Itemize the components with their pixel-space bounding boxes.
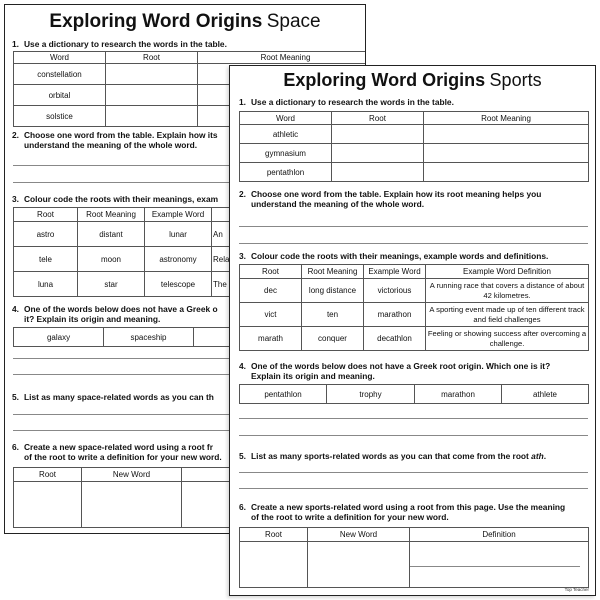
table-cell[interactable] bbox=[308, 542, 410, 588]
table-cell[interactable]: dec bbox=[240, 279, 302, 303]
table-header: Root Meaning bbox=[302, 265, 364, 279]
word-choice[interactable]: pentathlon bbox=[240, 385, 327, 404]
table-header: Root bbox=[240, 265, 302, 279]
table-cell[interactable]: telescope bbox=[145, 272, 212, 297]
table-header: Example Word Definition bbox=[426, 265, 589, 279]
table-cell[interactable] bbox=[106, 106, 198, 127]
writing-line[interactable] bbox=[13, 165, 235, 166]
writing-line[interactable] bbox=[239, 472, 588, 473]
table-header: Root Meaning bbox=[78, 208, 145, 222]
table-header: New Word bbox=[82, 468, 182, 482]
table-header: Example Word bbox=[145, 208, 212, 222]
question-6: 6. Create a new sports-related word using a root from this page. Use the meaning of the root to write a definition for your new word. bbox=[239, 502, 566, 522]
table-cell[interactable] bbox=[332, 144, 424, 163]
table-cell[interactable] bbox=[106, 85, 198, 106]
table-cell[interactable]: marath bbox=[240, 327, 302, 351]
table-cell[interactable]: moon bbox=[78, 247, 145, 272]
writing-line[interactable] bbox=[13, 374, 235, 375]
research-table bbox=[239, 111, 589, 182]
writing-line[interactable] bbox=[410, 566, 580, 567]
question-4: 4. One of the words below does not have a Greek root origin. Which one is it? Explain its origin and meaning. bbox=[239, 361, 551, 381]
word-choice[interactable]: athlete bbox=[502, 385, 589, 404]
writing-line[interactable] bbox=[239, 243, 588, 244]
question-1: 1. Use a dictionary to research the words in the table. bbox=[239, 97, 454, 107]
worksheet-title: Exploring Word Origins Space bbox=[49, 11, 321, 32]
table-cell[interactable]: marathon bbox=[364, 303, 426, 327]
table-cell[interactable]: A running race that covers a distance of about 42 kilometres. bbox=[426, 279, 589, 303]
table-cell[interactable]: Feeling or showing success after overcoming a challenge. bbox=[426, 327, 589, 351]
question-2: 2. Choose one word from the table. Explain how its root meaning helps you understand the meaning of the whole word. bbox=[239, 189, 542, 209]
table-header: Example Word bbox=[364, 265, 426, 279]
question-5: 5. List as many sports-related words as you can that come from the root ath. bbox=[239, 451, 547, 461]
table-cell[interactable] bbox=[424, 163, 589, 182]
table-cell[interactable]: A sporting event made up of ten different track and field challenges bbox=[426, 303, 589, 327]
word-choice[interactable]: trophy bbox=[327, 385, 415, 404]
table-cell[interactable]: conquer bbox=[302, 327, 364, 351]
table-cell[interactable]: lunar bbox=[145, 222, 212, 247]
table-header: Word bbox=[14, 52, 106, 64]
question-3: 3. Colour code the roots with their meanings, example words and definitions. bbox=[239, 251, 549, 261]
table-cell[interactable] bbox=[14, 482, 82, 528]
table-header: Root bbox=[106, 52, 198, 64]
table-cell[interactable]: victorious bbox=[364, 279, 426, 303]
question-4: 4. One of the words below does not have a Greek o it? Explain its origin and meaning. bbox=[12, 304, 218, 324]
table-cell[interactable]: astronomy bbox=[145, 247, 212, 272]
writing-line[interactable] bbox=[13, 414, 235, 415]
writing-line[interactable] bbox=[239, 226, 588, 227]
table-cell[interactable] bbox=[240, 542, 308, 588]
table-cell[interactable]: tele bbox=[14, 247, 78, 272]
table-cell: athletic bbox=[240, 125, 332, 144]
table-cell[interactable]: vict bbox=[240, 303, 302, 327]
table-cell[interactable]: An bbox=[212, 222, 294, 247]
table-header: New Word bbox=[308, 528, 410, 542]
table-cell[interactable]: ten bbox=[302, 303, 364, 327]
table-cell[interactable] bbox=[106, 64, 198, 85]
word-choices bbox=[239, 384, 589, 404]
writing-line[interactable] bbox=[239, 488, 588, 489]
writing-line[interactable] bbox=[239, 418, 588, 419]
word-choice[interactable]: marathon bbox=[415, 385, 502, 404]
table-cell: solstice bbox=[14, 106, 106, 127]
table-cell: gymnasium bbox=[240, 144, 332, 163]
publisher-logo: Top Teacher bbox=[564, 587, 589, 592]
table-cell[interactable] bbox=[332, 125, 424, 144]
table-header: Root bbox=[14, 468, 82, 482]
writing-line[interactable] bbox=[13, 182, 235, 183]
table-cell[interactable]: long distance bbox=[302, 279, 364, 303]
question-6: 6. Create a new space-related word using a root fr of the root to write a definition for your new word. bbox=[12, 442, 222, 462]
table-cell[interactable] bbox=[410, 542, 589, 588]
table-cell: orbital bbox=[14, 85, 106, 106]
table-header: Root bbox=[14, 208, 78, 222]
writing-line[interactable] bbox=[13, 358, 235, 359]
table-cell[interactable] bbox=[424, 125, 589, 144]
table-cell[interactable]: astro bbox=[14, 222, 78, 247]
table-cell[interactable] bbox=[332, 163, 424, 182]
table-header: Root Meaning bbox=[424, 112, 589, 125]
question-5: 5. List as many space-related words as you can th bbox=[12, 392, 214, 402]
table-header: Root Meaning bbox=[198, 52, 367, 64]
table-cell[interactable]: luna bbox=[14, 272, 78, 297]
roots-table bbox=[239, 264, 589, 351]
writing-line[interactable] bbox=[13, 430, 235, 431]
table-header: Definition bbox=[410, 528, 589, 542]
word-choice[interactable]: spaceship bbox=[104, 328, 194, 347]
worksheet-title: Exploring Word Origins Sports bbox=[283, 70, 542, 90]
worksheet-sports bbox=[229, 65, 596, 596]
question-1: 1. Use a dictionary to research the words in the table. bbox=[12, 39, 227, 49]
table-cell[interactable] bbox=[424, 144, 589, 163]
table-cell[interactable]: distant bbox=[78, 222, 145, 247]
question-3: 3. Colour code the roots with their meanings, exam bbox=[12, 194, 219, 204]
question-2: 2. Choose one word from the table. Explain how its understand the meaning of the whole word. bbox=[12, 130, 218, 150]
writing-line[interactable] bbox=[239, 435, 588, 436]
table-cell: constellation bbox=[14, 64, 106, 85]
table-cell[interactable]: star bbox=[78, 272, 145, 297]
table-header: Root bbox=[332, 112, 424, 125]
word-choice[interactable]: galaxy bbox=[14, 328, 104, 347]
table-cell[interactable]: Rela bbox=[212, 247, 294, 272]
table-header: Word bbox=[240, 112, 332, 125]
table-cell[interactable] bbox=[82, 482, 182, 528]
table-cell[interactable]: decathlon bbox=[364, 327, 426, 351]
table-cell[interactable]: The bbox=[212, 272, 294, 297]
table-cell: pentathlon bbox=[240, 163, 332, 182]
new-word-table bbox=[239, 527, 589, 588]
table-header: Root bbox=[240, 528, 308, 542]
